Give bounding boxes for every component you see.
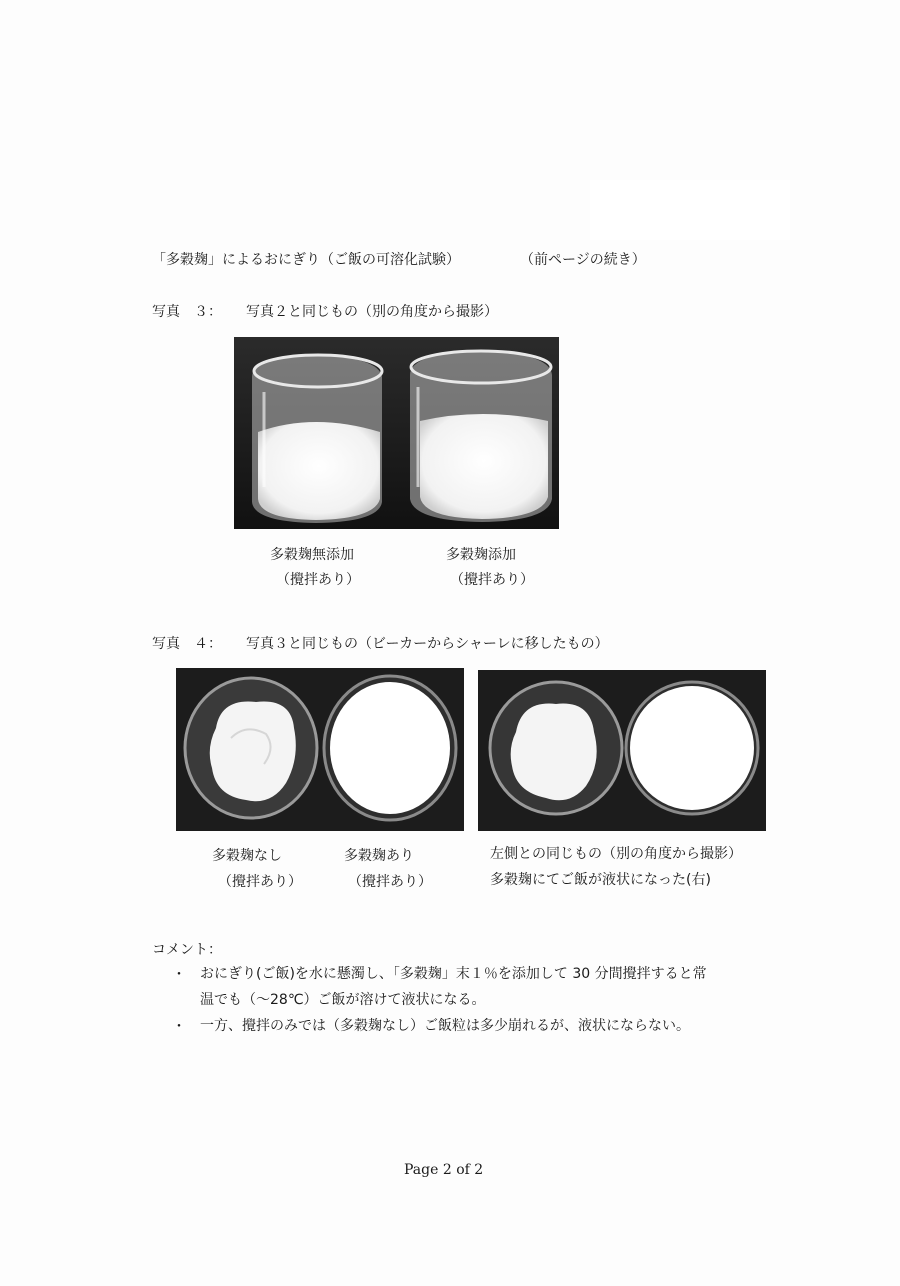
comment-item-2-line1: 一方、攪拌のみでは（多穀麹なし）ご飯粒は多少崩れるが、液状にならない。 <box>200 1018 690 1034</box>
page-number: Page 2 of 2 <box>404 1162 484 1178</box>
blank-patch <box>590 180 790 240</box>
photo4-left-dishes-image <box>176 668 464 831</box>
photo4-left-b-label: 多穀麹あり <box>344 848 414 864</box>
document-title: 「多穀麹」によるおにぎり（ご飯の可溶化試験） <box>152 252 460 268</box>
comment-item-1-line2: 温でも（～28℃）ご飯が溶けて液状になる。 <box>200 992 486 1008</box>
photo4-left-a-label: 多穀麹なし <box>212 848 282 864</box>
dish-with-koji-angle <box>626 682 758 814</box>
photo3-right-sub: （攪拌あり） <box>450 572 534 588</box>
photo3-caption: 写真２と同じもの（別の角度から撮影） <box>246 304 498 320</box>
photo3-beakers-image <box>234 337 559 529</box>
left-beaker <box>252 355 382 523</box>
photo4-right-line2: 多穀麹にてご飯が液状になった(右) <box>490 872 711 888</box>
photo3-left-sub: （攪拌あり） <box>276 572 360 588</box>
right-beaker <box>410 351 552 522</box>
comment-heading: コメント： <box>152 942 222 958</box>
photo4-caption: 写真３と同じもの（ビーカーからシャーレに移したもの） <box>246 636 609 652</box>
dish-with-koji <box>324 676 456 820</box>
photo3-label: 写真 ３： <box>152 304 222 320</box>
photo4-left-a-sub: （攪拌あり） <box>218 874 302 890</box>
photo4-left-b-sub: （攪拌あり） <box>348 874 432 890</box>
comment-item-1-line1: おにぎり(ご飯)を水に懸濁し、「多穀麹」末１％を添加して 30 分間攪拌すると常 <box>200 966 707 982</box>
comment-bullet-2: ・ <box>172 1019 186 1035</box>
photo4-right-line1: 左側との同じもの（別の角度から撮影） <box>490 846 742 862</box>
photo3-left-label: 多穀麹無添加 <box>270 547 354 563</box>
photo4-label: 写真 ４： <box>152 636 222 652</box>
continued-note: （前ページの続き） <box>520 252 646 268</box>
dish-without-koji-angle <box>490 682 622 814</box>
photo3-right-label: 多穀麹添加 <box>446 547 516 563</box>
photo4-right-dishes-image <box>478 670 766 831</box>
comment-bullet-1: ・ <box>172 967 186 983</box>
dish-without-koji <box>185 678 317 818</box>
